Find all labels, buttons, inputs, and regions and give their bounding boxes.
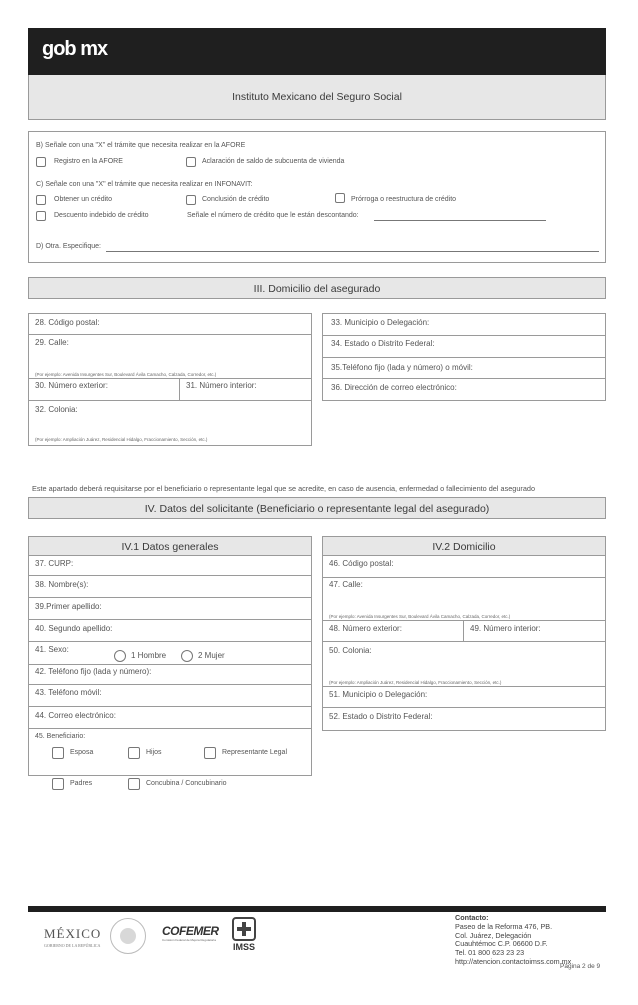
segundo-apellido-label: 40. Segundo apellido:: [35, 624, 113, 633]
calle-2-label: 47. Calle:: [329, 580, 363, 589]
datos-generales-title: IV.1 Datos generales: [121, 541, 219, 553]
afore-aclaracion-checkbox[interactable]: [186, 157, 196, 167]
afore-registro-checkbox[interactable]: [36, 157, 46, 167]
contact-line: Tel. 01 800 623 23 23: [455, 948, 525, 958]
hijos-checkbox[interactable]: [128, 747, 140, 759]
datos-generales-header: [28, 536, 312, 556]
divider: [29, 684, 311, 685]
contact-block: [455, 914, 571, 967]
contact-line: Cuauhtémoc C.P. 06600 D.F.: [455, 939, 548, 949]
colonia-label: 32. Colonia:: [35, 405, 78, 414]
numero-exterior-2-label: 48. Número exterior:: [329, 624, 402, 633]
municipio-2-label: 51. Municipio o Delegación:: [329, 690, 428, 699]
calle-2-hint: (Por ejemplo: Avenida Insurgentes Sur, Boulevard Ávila Camacho, Calzada, Corredor, etc.): [329, 614, 511, 619]
mexico-logo: [44, 926, 101, 948]
estado-2-label: 52. Estado o Distrito Federal:: [329, 712, 433, 721]
prorroga-credito-label: Prórroga o reestructura de crédito: [351, 196, 457, 203]
divider: [323, 577, 605, 578]
esposa-label: Esposa: [70, 749, 94, 756]
domicilio-asegurado-left-box: [28, 313, 312, 446]
page-number: Página 2 de 9: [560, 963, 601, 970]
calle-hint: (Por ejemplo: Avenida Insurgentes Sur, Boulevard Ávila Camacho, Calzada, Corredor, etc.): [35, 372, 217, 377]
cofemer-subtitle: Comisión Federal de Mejora Regulatoria: [162, 938, 216, 942]
estado-label: 34. Estado o Distrito Federal:: [331, 339, 435, 348]
credit-number-field[interactable]: [374, 220, 546, 221]
municipio-label: 33. Municipio o Delegación:: [331, 318, 430, 327]
divider: [323, 686, 605, 687]
notice-text: Este apartado deberá requisitarse por el beneficiario o representante legal que se acredite, en caso de ausencia, enfermedad o fallecimiento del asegurado: [32, 484, 535, 493]
obtener-credito-label: Obtener un crédito: [54, 196, 112, 203]
solicitante-title-bar: [28, 497, 606, 519]
nombre-label: 38. Nombre(s):: [35, 580, 89, 589]
correo-electronico-label: 44. Correo electrónico:: [35, 711, 116, 720]
institute-name: Instituto Mexicano del Seguro Social: [232, 91, 402, 103]
cofemer-wordmark: COFEMER: [162, 924, 219, 938]
conclusion-credito-label: Conclusión de crédito: [202, 196, 270, 203]
colonia-2-hint: (Por ejemplo: Ampliación Juárez, Residencial Hidalgo, Fraccionamiento, Sección, etc.): [329, 680, 502, 685]
sexo-mujer-label: 2 Mujer: [198, 651, 225, 660]
section-d-label: D) Otra. Especifique:: [36, 243, 101, 250]
afore-aclaracion-label: Aclaración de saldo de subcuenta de vivienda: [202, 158, 345, 165]
colonia-hint: (Por ejemplo: Ampliación Juárez, Residencial Hidalgo, Fraccionamiento, Sección, etc.): [35, 437, 208, 442]
imss-emblem-icon: [232, 917, 256, 941]
domicilio-solicitante-box: [322, 536, 606, 731]
concubina-checkbox[interactable]: [128, 778, 140, 790]
sexo-label: 41. Sexo:: [35, 645, 69, 654]
contact-line: Paseo de la Reforma 476, PB.: [455, 921, 553, 931]
padres-label: Padres: [70, 780, 93, 787]
codigo-postal-2-label: 46. Código postal:: [329, 559, 394, 568]
sexo-mujer-radio[interactable]: [181, 650, 193, 662]
padres-checkbox[interactable]: [52, 778, 64, 790]
divider: [29, 664, 311, 665]
divider: [29, 728, 311, 729]
header-bar: [28, 28, 606, 75]
codigo-postal-label: 28. Código postal:: [35, 318, 100, 327]
section-c-instruction: C) Señale con una "X" el trámite que necesita realizar en INFONAVIT:: [36, 181, 253, 188]
escudo-icon: [110, 918, 146, 954]
hijos-label: Hijos: [146, 749, 162, 756]
divider: [29, 706, 311, 707]
solicitante-title: IV. Datos del solicitante (Beneficiario o representante legal del asegurado): [144, 503, 490, 515]
tramite-box: [28, 131, 606, 263]
contact-line: Col. Juárez, Delegación: [455, 930, 532, 940]
divider: [29, 378, 311, 379]
obtener-credito-checkbox[interactable]: [36, 195, 46, 205]
telefono-movil-label: 43. Teléfono móvil:: [35, 688, 102, 697]
colonia-2-label: 50. Colonia:: [329, 646, 372, 655]
divider: [29, 400, 311, 401]
numero-interior-label: 31. Número interior:: [186, 381, 257, 390]
divider: [29, 334, 311, 335]
afore-registro-label: Registro en la AFORE: [54, 158, 123, 165]
telefono-fijo-label: 42. Teléfono fijo (lada y número):: [35, 667, 152, 676]
credit-number-label: Señale el número de crédito que le están descontando:: [187, 212, 359, 219]
divider: [29, 597, 311, 598]
divider: [29, 619, 311, 620]
beneficiario-label: 45. Beneficiario:: [35, 733, 86, 740]
divider: [323, 641, 605, 642]
conclusion-credito-checkbox[interactable]: [186, 195, 196, 205]
divider: [29, 575, 311, 576]
domicilio-asegurado-title-bar: [28, 277, 606, 299]
contact-url[interactable]: http://atencion.contactoimss.com.mx: [455, 956, 572, 966]
sexo-hombre-label: 1 Hombre: [131, 651, 167, 660]
gobmx-logo: gob mx: [42, 38, 108, 60]
contact-title: Contacto:: [455, 913, 489, 922]
section-b-instruction: B) Señale con una "X" el trámite que necesita realizar en la AFORE: [36, 142, 246, 149]
otra-especifique-field[interactable]: [106, 251, 599, 252]
imss-wordmark: IMSS: [233, 942, 256, 952]
divider: [179, 378, 180, 400]
divider: [323, 335, 605, 336]
institute-bar: [28, 75, 606, 120]
domicilio-solicitante-title: IV.2 Domicilio: [432, 541, 496, 553]
divider: [463, 620, 464, 641]
divider: [29, 641, 311, 642]
representante-legal-checkbox[interactable]: [204, 747, 216, 759]
divider: [323, 357, 605, 358]
concubina-label: Concubina / Concubinario: [146, 780, 227, 787]
descuento-indebido-checkbox[interactable]: [36, 211, 46, 221]
primer-apellido-label: 39.Primer apellido:: [35, 602, 102, 611]
divider: [323, 620, 605, 621]
prorroga-credito-checkbox[interactable]: [335, 193, 345, 203]
telefono-label: 35.Teléfono fijo (lada y número) o móvil:: [331, 363, 473, 372]
mexico-wordmark: MÉXICO: [44, 926, 102, 941]
domicilio-asegurado-title: III. Domicilio del asegurado: [253, 283, 381, 295]
numero-exterior-label: 30. Número exterior:: [35, 381, 108, 390]
datos-generales-box: [28, 536, 312, 787]
representante-legal-label: Representante Legal: [222, 749, 287, 756]
descuento-indebido-label: Descuento indebido de crédito: [54, 212, 149, 219]
divider: [323, 707, 605, 708]
footer-bar: [28, 906, 606, 912]
curp-label: 37. CURP:: [35, 559, 74, 568]
correo-label: 36. Dirección de correo electrónico:: [331, 383, 457, 392]
calle-label: 29. Calle:: [35, 338, 69, 347]
sexo-hombre-radio[interactable]: [114, 650, 126, 662]
divider: [323, 378, 605, 379]
numero-interior-2-label: 49. Número interior:: [470, 624, 541, 633]
domicilio-solicitante-header: [322, 536, 606, 556]
cofemer-logo: [162, 924, 219, 942]
domicilio-asegurado-right-box: [322, 313, 606, 401]
esposa-checkbox[interactable]: [52, 747, 64, 759]
gobierno-wordmark: GOBIERNO DE LA REPÚBLICA: [44, 943, 101, 948]
